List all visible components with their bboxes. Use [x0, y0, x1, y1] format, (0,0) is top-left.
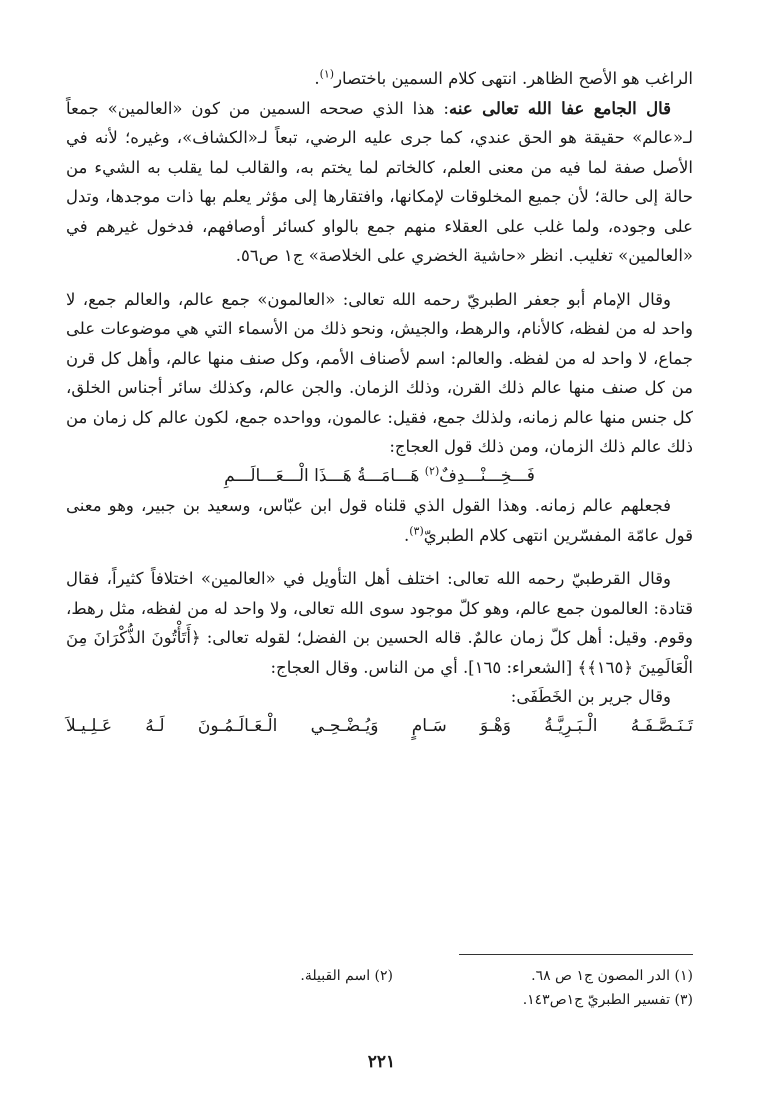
- paragraph-3: وقال الإمام أبو جعفر الطبريّ رحمه الله تعالى: «العالمون» جمع عالم، والعالم جمع، لا واحد له من لفظه، كالأنام، والرهط، والجيش، ونحو ذلك من الأسماء التي هي موضوعات على جماع، لا واحد له من لفظه. والعالم: اسم لأصناف الأمم، وكل صنف منها عالم، وأهل كل قرن من كل صنف منها عالم ذلك القرن، وذلك الزمان. والجن عالم، وكذلك سائر أجناس الخلق، كل جنس منها عالم زمانه، ولذلك جمع، فقيل: عالمون، وواحده جمع، لكون عالم كل زمان من ذلك عالم ذلك الزمان، ومن ذلك قول العجاج:: [66, 289, 693, 456]
- verse-1-end: هَـــامَـــةُ هَـــذَا الْـــعَـــالَـــمِ: [224, 465, 425, 486]
- paragraph-4-text: فجعلهم عالم زمانه. وهذا القول الذي قلناه قول ابن عبّاس، وسعيد بن جبير، وهو معنى قول عامّة المفسّرين انتهى كلام الطبريّ: [66, 496, 693, 545]
- paragraph-1: [66, 64, 693, 94]
- spacer: [66, 271, 693, 285]
- footnote-row: [66, 988, 693, 1012]
- footnote-2: (٢) اسم القبيلة.: [300, 968, 393, 984]
- paragraph-4-end: .: [404, 525, 410, 545]
- paragraph-6: وقال جرير بن الخَطَفَى:: [510, 687, 671, 706]
- footnotes: [66, 964, 693, 1012]
- paragraph-5: وقال القرطبيّ رحمه الله تعالى: اختلف أهل التأويل في «العالمين» اختلافاً كثيراً، فقال قتادة: العالمون جمع عالم، وهو كلّ موجود سوى الله تعالى، ولا واحد له من لفظه، مثل رهط، وقوم. وقيل: أهل كلّ زمان عالمٌ. قاله الحسين بن الفضل؛ لقوله تعالى: ﴿أَتَأْتُونَ الذُّكْرَانَ مِنَ الْعَالَمِينَ ﴿١٦٥﴾﴾ [الشعراء: ١٦٥]. أي من الناس. وقال العجاج:: [66, 569, 693, 677]
- footnote-3: (٣) تفسير الطبريّ ج١ص١٤٣.: [522, 992, 693, 1008]
- page-number: ٢٢١: [367, 1052, 396, 1072]
- footnote-ref-1: (١): [319, 67, 335, 81]
- verse-2: تَـنَـصَّـفَـهُ الْـبَـرِيَّـةُ وَهْـوَ سَـامٍ وَيُـضْـحِـي الْـعَـالَـمُـونَ لَـهُ عَـلِـيـلاَ: [66, 715, 693, 736]
- footnote-ref-3: (٣): [409, 524, 424, 537]
- paragraph-1-end: .: [314, 69, 320, 88]
- footnote-divider: [459, 954, 693, 955]
- paragraph-1-text: الراغب هو الأصح الظاهر. انتهى كلام السمين باختصار: [334, 69, 693, 88]
- footnote-ref-2: (٢): [424, 463, 440, 477]
- main-text: [66, 64, 693, 741]
- paragraph-2: [66, 94, 693, 271]
- spacer: [66, 550, 693, 564]
- footnote-row: [66, 964, 693, 988]
- verse-1: [66, 462, 693, 492]
- paragraph-4: [66, 491, 693, 550]
- paragraph-2-text: : هذا الذي صححه السمين من كون «العالمين» جمعاً لـ«عالم» حقيقة هو الحق عندي، كما جرى عليه الرضي، تبعاً لـ«الكشاف»، وغيره؛ لأنه في الأصل صفة لما فيه من معنى العلم، كالخاتم لما يختم به، والقالب لما يقلب به الشيء من حالة إلى حالة؛ لأن جميع المخلوقات لإمكانها، وافتقارها إلى مؤثر يعلم بها ذات موجدها، وتدل على وجوده، ولما غلب على العقلاء منهم جمع بالواو كسائر أوصافهم، فدخول غيرهم في «العالمين» تغليب. انظر «حاشية الخضري على الخلاصة» ج١ ص٥٦.: [66, 98, 693, 265]
- footnote-1: (١) الدر المصون ج١ ص ٦٨.: [531, 968, 693, 984]
- compiler-heading: قال الجامع عفا الله تعالى عنه: [449, 98, 671, 118]
- verse-1-start: فَـــخِـــنْـــدِفٌ: [439, 465, 535, 486]
